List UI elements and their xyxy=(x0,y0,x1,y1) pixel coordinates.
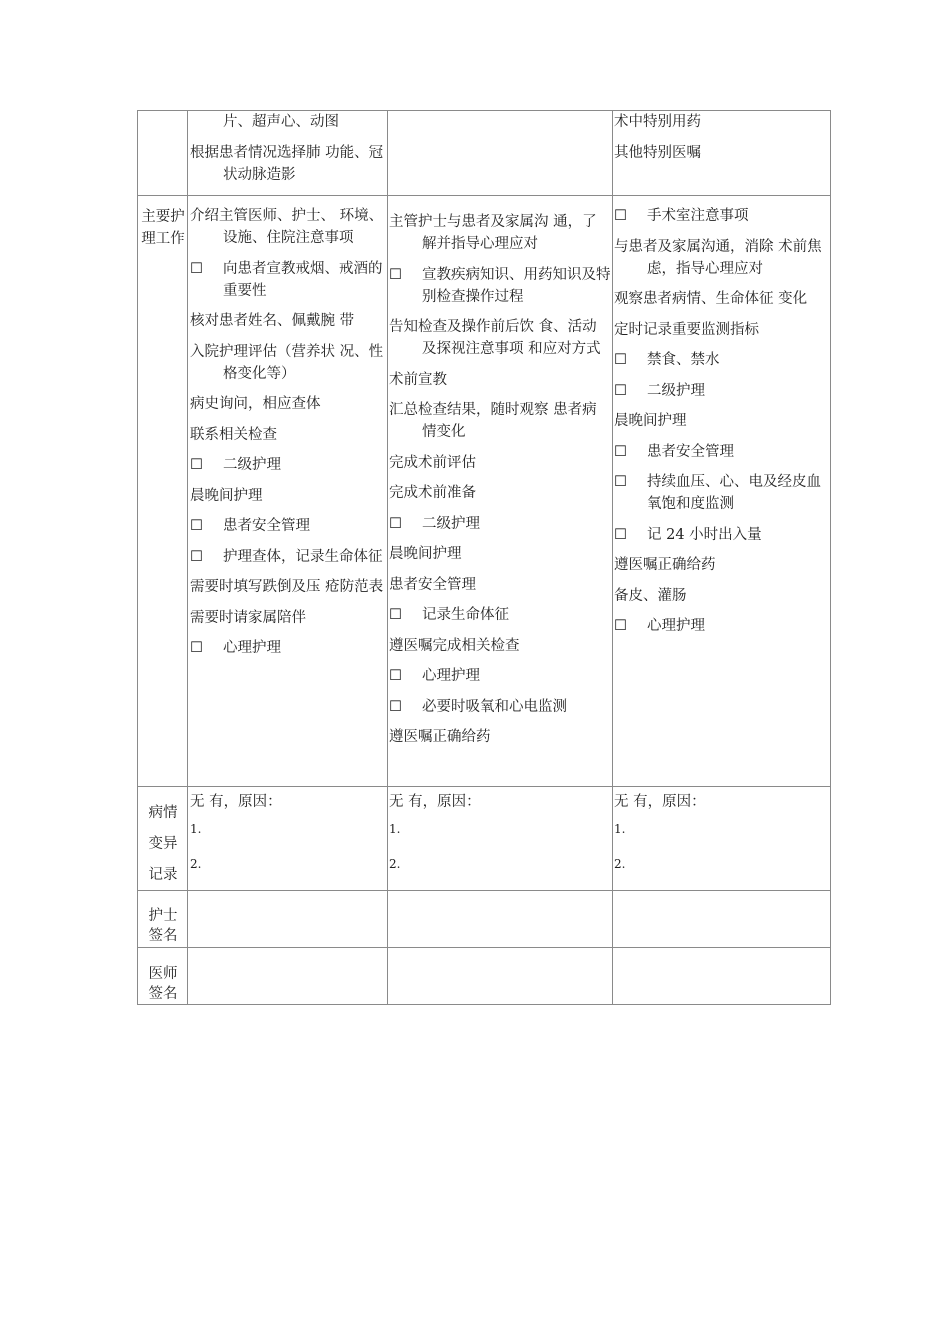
main-work-col2-item xyxy=(389,665,611,687)
main-work-col2-item: 晨晚间护理 xyxy=(389,546,462,562)
main-work-col1-item: 联系相关检查 xyxy=(190,426,277,443)
item-text: 记录生命体征 xyxy=(422,607,509,623)
top-col3-line-1: 术中特别用药 xyxy=(614,114,701,130)
checkbox-icon: ☐ xyxy=(614,208,627,224)
doctor-sign-label-line-1: 医师 xyxy=(148,966,178,982)
checkbox-icon: ☐ xyxy=(389,668,402,684)
variation-col1-status: 无 有，原因： xyxy=(190,794,282,810)
doctor-sign-label-line-2: 签名 xyxy=(148,986,178,1002)
variation-label xyxy=(139,798,187,891)
top-col1-line-2: 根据患者情况选择肺 功能、冠状动脉造影 xyxy=(190,144,384,183)
checkbox-icon: ☐ xyxy=(614,382,627,399)
checkbox-icon: ☐ xyxy=(389,698,402,715)
main-work-col2-item: 完成术前评估 xyxy=(389,454,476,471)
item-text: 患者安全管理 xyxy=(223,518,310,534)
variation-col3-item-2: 2. xyxy=(614,857,626,871)
item-text: 二级护理 xyxy=(422,515,480,532)
main-work-col2-item: 告知检查及操作前后饮 食、活动及探视注意事项 和应对方式 xyxy=(389,319,601,357)
checkbox-icon: ☐ xyxy=(614,352,627,368)
item-text: 心理护理 xyxy=(422,668,480,684)
main-work-col3-item xyxy=(614,524,828,546)
row-divider-2 xyxy=(137,786,831,787)
main-work-col2-item: 汇总检查结果，随时观察 患者病情变化 xyxy=(389,402,597,440)
top-col3-line-2: 其他特别医嘱 xyxy=(614,144,701,161)
doctor-sign-label xyxy=(139,964,187,1004)
item-text: 二级护理 xyxy=(647,382,705,399)
main-work-col2-item: 术前宣教 xyxy=(389,371,447,388)
item-text: 心理护理 xyxy=(223,640,281,656)
item-text: 向患者宣教戒烟、戒酒的重要性 xyxy=(223,260,383,299)
main-work-col3-item xyxy=(614,471,828,515)
main-work-col1-item xyxy=(190,637,385,659)
main-work-col1-item: 入院护理评估（营养状 况、性格变化等） xyxy=(190,343,384,382)
main-work-col1 xyxy=(190,205,385,668)
main-work-col1-item: 需要时请家属陪伴 xyxy=(190,609,306,626)
item-text: 记 24 小时出入量 xyxy=(647,526,762,543)
main-work-col1-item: 病史询问，相应查体 xyxy=(190,396,321,412)
variation-col1-item-1: 1. xyxy=(190,822,202,836)
main-work-col3-item: 备皮、灌肠 xyxy=(614,587,687,604)
variation-col3-item-1: 1. xyxy=(614,822,626,836)
main-work-col1-item xyxy=(190,515,385,537)
main-work-col2-item xyxy=(389,696,611,718)
checkbox-icon: ☐ xyxy=(190,260,203,277)
checkbox-icon: ☐ xyxy=(389,607,402,623)
main-work-col1-item: 核对患者姓名、佩戴腕 带 xyxy=(190,313,355,329)
main-work-col1-item xyxy=(190,258,385,302)
checkbox-icon: ☐ xyxy=(614,618,627,634)
checkbox-icon: ☐ xyxy=(190,548,203,565)
main-work-col2-item: 遵医嘱完成相关检查 xyxy=(389,637,520,654)
main-work-col3-item: 定时记录重要监测指标 xyxy=(614,321,759,338)
top-row-col3 xyxy=(614,111,829,172)
main-work-col3-item: 遵医嘱正确给药 xyxy=(614,557,716,573)
table-border-right xyxy=(830,110,831,1005)
main-work-col3-item xyxy=(614,380,828,402)
col-divider-3 xyxy=(612,110,613,1005)
main-work-col2 xyxy=(389,211,611,757)
table-border-left xyxy=(137,110,138,1005)
variation-col2-item-1: 1. xyxy=(389,822,401,836)
nurse-sign-label-line-1: 护士 xyxy=(148,908,178,924)
main-work-col1-item: 介绍主管医师、护士、 环境、设施、住院注意事项 xyxy=(190,208,384,246)
main-work-col3-item xyxy=(614,441,828,463)
main-work-col1-item: 晨晚间护理 xyxy=(190,487,263,504)
variation-label-line-1: 病情 xyxy=(148,805,178,821)
item-text: 心理护理 xyxy=(647,618,705,634)
variation-col3-status: 无 有，原因： xyxy=(614,794,706,810)
main-work-col2-item: 主管护士与患者及家属沟 通，了解并指导心理应对 xyxy=(389,214,597,252)
main-work-col1-item xyxy=(190,454,385,476)
checkbox-icon: ☐ xyxy=(389,266,402,283)
item-text: 护理查体，记录生命体征 xyxy=(223,548,383,565)
col-divider-2 xyxy=(387,110,388,1005)
table-border-bottom xyxy=(137,1004,831,1005)
item-text: 二级护理 xyxy=(223,457,281,473)
nurse-sign-label xyxy=(139,906,187,946)
main-work-col2-item xyxy=(389,264,611,308)
checkbox-icon: ☐ xyxy=(389,515,402,532)
variation-col2-item-2: 2. xyxy=(389,857,401,871)
variation-col1-item-2: 2. xyxy=(190,857,202,871)
variation-label-line-3: 记录 xyxy=(148,867,178,883)
nurse-sign-label-line-2: 签名 xyxy=(148,928,178,944)
item-text: 禁食、禁水 xyxy=(647,352,720,368)
checkbox-icon: ☐ xyxy=(614,474,627,490)
checkbox-icon: ☐ xyxy=(614,443,627,460)
checkbox-icon: ☐ xyxy=(190,640,203,656)
main-work-label: 主要护理工作 xyxy=(141,209,185,247)
item-text: 宣教疾病知识、用药知识及特别检查操作过程 xyxy=(422,266,611,305)
main-work-col1-item xyxy=(190,546,385,568)
main-work-col3-item: 与患者及家属沟通，消除 术前焦虑，指导心理应对 xyxy=(614,238,822,277)
variation-label-line-2: 变异 xyxy=(148,836,178,852)
row-divider-4 xyxy=(137,947,831,948)
main-work-col2-item: 遵医嘱正确给药 xyxy=(389,729,491,745)
checkbox-icon: ☐ xyxy=(614,526,627,543)
item-text: 患者安全管理 xyxy=(647,443,734,460)
main-work-col2-item xyxy=(389,604,611,626)
variation-col2-status: 无 有，原因： xyxy=(389,794,481,810)
col-divider-1 xyxy=(187,110,188,1005)
main-work-col3 xyxy=(614,205,828,646)
checkbox-icon: ☐ xyxy=(190,457,203,473)
main-work-col2-item xyxy=(389,513,611,535)
item-text: 持续血压、心、电及经皮血 氧饱和度监测 xyxy=(647,474,821,512)
checkbox-icon: ☐ xyxy=(190,518,203,534)
main-work-col3-item xyxy=(614,615,828,637)
main-work-col1-item: 需要时填写跌倒及压 疮防范表 xyxy=(190,579,384,595)
main-work-col3-item xyxy=(614,205,828,227)
main-work-col2-item: 患者安全管理 xyxy=(389,576,476,593)
item-text: 必要时吸氧和心电监测 xyxy=(422,698,567,715)
main-work-col3-item: 观察患者病情、生命体征 变化 xyxy=(614,291,808,307)
row-divider-3 xyxy=(137,890,831,891)
main-work-col2-item: 完成术前准备 xyxy=(389,485,476,501)
top-col1-line-1: 片、超声心、动图 xyxy=(223,114,339,130)
row-divider-1 xyxy=(137,195,831,196)
main-work-col3-item xyxy=(614,349,828,371)
main-work-col3-item: 晨晚间护理 xyxy=(614,413,687,429)
item-text: 手术室注意事项 xyxy=(647,208,749,224)
top-row-col1 xyxy=(190,111,385,194)
